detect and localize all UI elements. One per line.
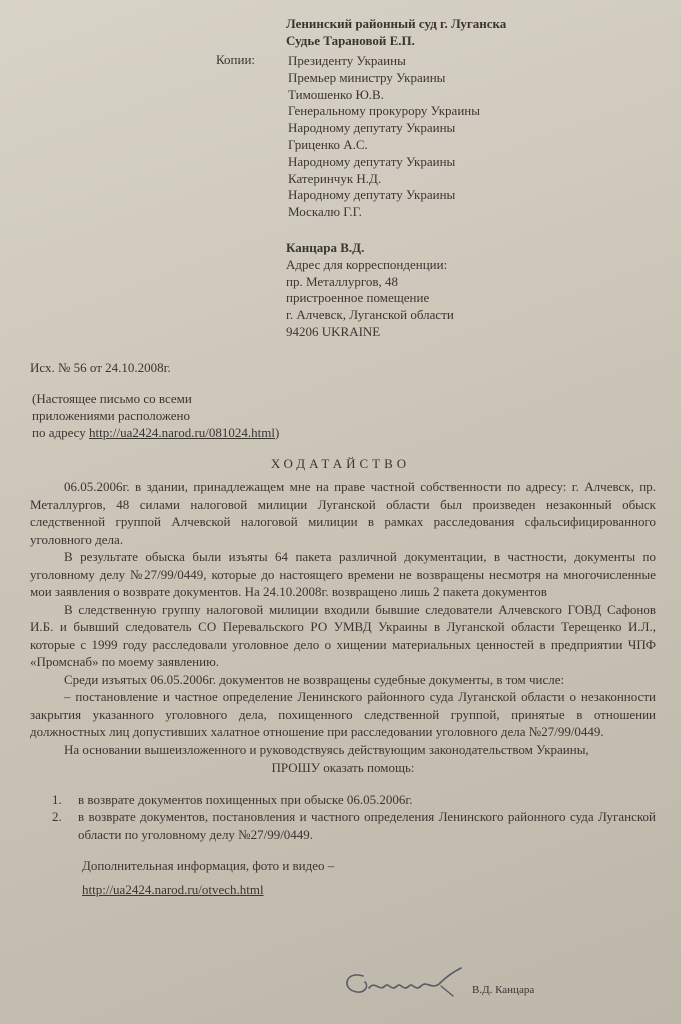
outgoing-reference: Исх. № 56 от 24.10.2008г. bbox=[30, 360, 171, 375]
copies-label: Копии: bbox=[216, 52, 256, 67]
sender-block bbox=[286, 240, 454, 341]
request-heading: ПРОШУ оказать помощь: bbox=[271, 760, 415, 775]
web-copy-note bbox=[32, 390, 279, 441]
copy-recipient: Генеральному прокурору Украины bbox=[288, 103, 480, 119]
sender-address-line: пр. Металлургов, 48 bbox=[286, 273, 398, 289]
handwritten-signature bbox=[335, 956, 475, 1012]
letter-body bbox=[30, 478, 656, 898]
extra-info: Дополнительная информация, фото и видео – bbox=[82, 858, 335, 873]
body-paragraph: Среди изъятых 06.05.2006г. документов не возвращены судебные документы, в том числе: bbox=[64, 671, 565, 687]
note-line bbox=[32, 424, 279, 441]
request-item bbox=[52, 791, 656, 809]
document-title: ХОДАТАЙСТВО bbox=[270, 456, 411, 471]
copy-recipient: Премьер министру Украины bbox=[288, 69, 446, 85]
sender-address-line: 94206 UKRAINE bbox=[286, 323, 381, 339]
copy-recipient: Тимошенко Ю.В. bbox=[288, 86, 384, 102]
copies-list bbox=[288, 53, 480, 221]
extra-info-link[interactable]: http://ua2424.narod.ru/otvech.html bbox=[82, 881, 264, 897]
note-suffix: ) bbox=[275, 425, 280, 440]
recipient-judge: Судье Тарановой Е.П. bbox=[286, 33, 415, 48]
copy-recipient: Президенту Украины bbox=[288, 53, 406, 68]
body-paragraph: В результате обыска были изъяты 64 пакета различной документации, в частности, документы по уголовному делу №27/99/0449, которые до настоящего времени не возвращены несмотря на многочисленные мои заявления о возврате документов. На 24.10.2008г. возвращено лишь 2 пакета документов bbox=[30, 549, 656, 599]
copy-recipient: Москалю Г.Г. bbox=[288, 204, 362, 220]
note-prefix: по адресу bbox=[32, 425, 90, 440]
copy-recipient: Катеринчук Н.Д. bbox=[288, 170, 382, 186]
sender-address-line: пристроенное помещение bbox=[286, 290, 430, 306]
request-list bbox=[52, 791, 656, 844]
copy-recipient: Гриценко А.С. bbox=[288, 136, 368, 152]
recipient-court: Ленинский районный суд г. Луганска bbox=[286, 16, 507, 31]
sender-address-line: г. Алчевск, Луганской области bbox=[286, 307, 454, 323]
body-paragraph: – постановление и частное определение Ленинского районного суда Луганской области о незаконности закрытия указанного уголовного дела, похищенного следственной группой, принятые в отношении должностных лиц допустивших халатное отношение при расследовании уголовного дела №27/99/0449. bbox=[30, 689, 656, 739]
request-number: 1. bbox=[52, 791, 62, 807]
request-text: в возврате документов похищенных при обыске 06.05.2006г. bbox=[78, 791, 413, 807]
signature-name: В.Д. Канцара bbox=[472, 984, 535, 996]
body-paragraph: На основании вышеизложенного и руководствуясь действующим законодательством Украины, bbox=[64, 741, 589, 757]
copy-recipient: Народному депутату Украины bbox=[288, 120, 456, 136]
copy-recipient: Народному депутату Украины bbox=[288, 187, 456, 203]
letter-url-link[interactable]: http://ua2424.narod.ru/081024.html bbox=[89, 425, 276, 440]
sender-address-line: Адрес для корреспонденции: bbox=[286, 256, 448, 272]
request-item bbox=[52, 808, 656, 843]
body-paragraph: В следственную группу налоговой милиции входили бывшие следователи Алчевского ГОВД Сафонов И.Б. и бывший следователь СО Перевальского РО УМВД Украины в Луганской области Терещенко И.Л., которые с 1999 году расследовали уголовное дело о хищении материальных ценностей в предприятии ЧПФ «Промснаб» по моему заявлению. bbox=[30, 601, 656, 669]
request-number: 2. bbox=[52, 809, 62, 824]
body-paragraph: 06.05.2006г. в здании, принадлежащем мне на праве частной собственности по адресу: г. Алчевск, пр. Металлургов, 48 силами налоговой милиции Луганской области был произведен незаконный обыск следственной группой Алчевской налоговой милиции в рамках расследования сфальсифицированного уголовного дела. bbox=[30, 479, 656, 547]
request-text: в возврате документов, постановления и частного определения Ленинского районного суда Луганской области по уголовному делу №27/99/0449. bbox=[78, 809, 656, 842]
note-line: (Настоящее письмо со всеми bbox=[32, 391, 192, 406]
note-line: приложениями расположено bbox=[32, 408, 191, 423]
sender-name: Канцара В.Д. bbox=[286, 240, 365, 255]
copy-recipient: Народному депутату Украины bbox=[288, 153, 456, 169]
